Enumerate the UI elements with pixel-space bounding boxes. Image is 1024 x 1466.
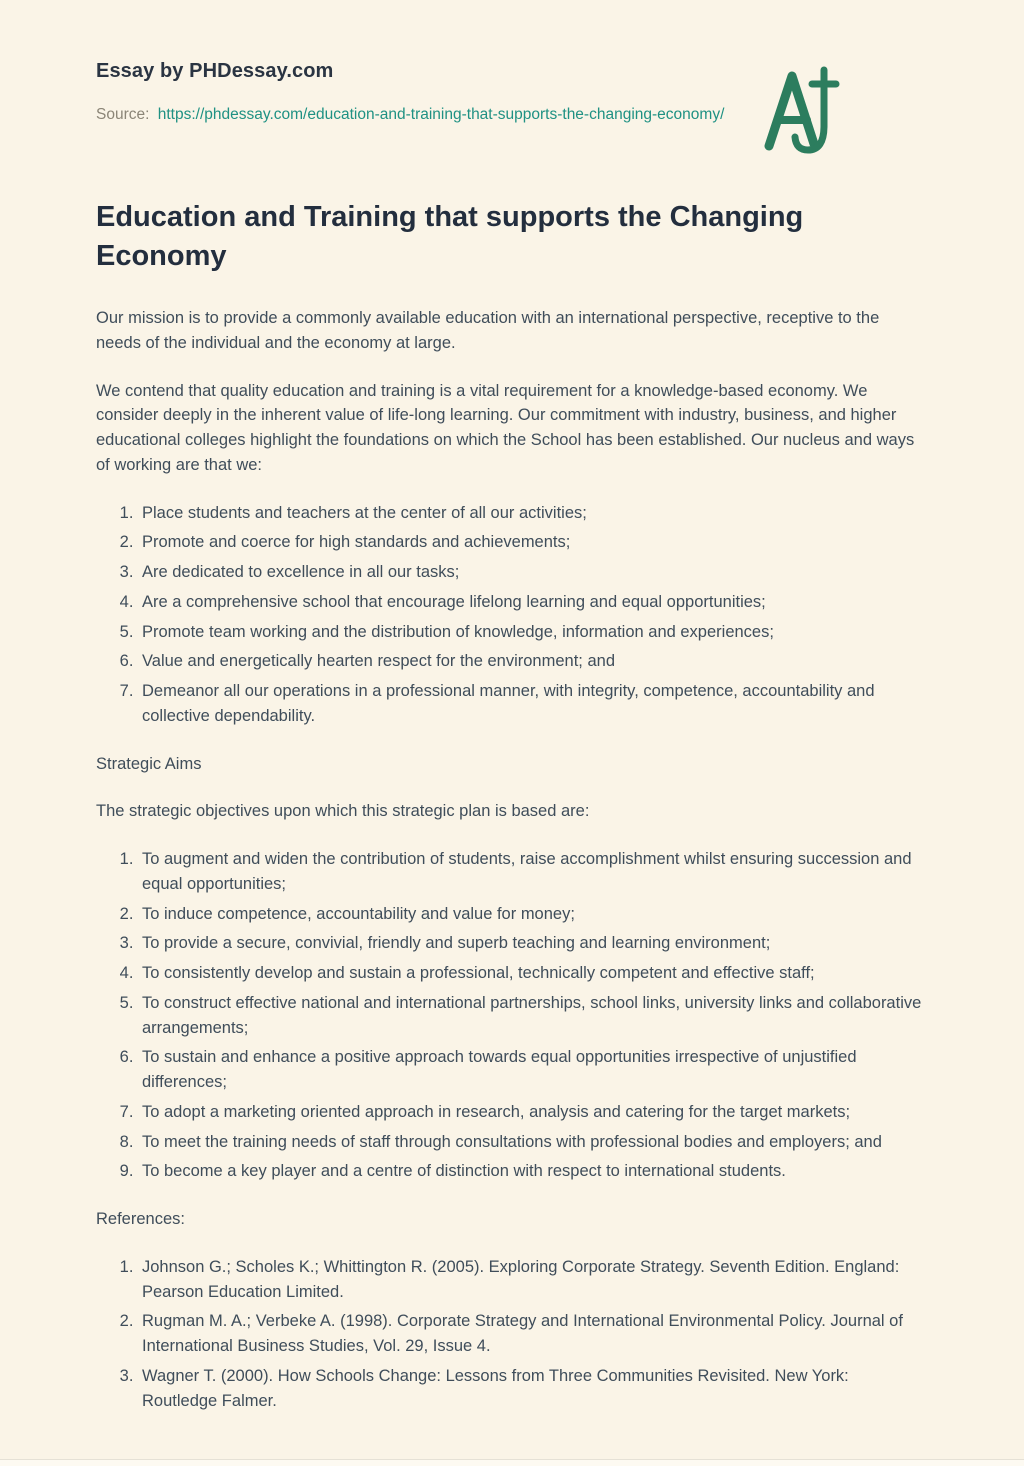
essay-body [96,306,928,1413]
strategic-aims-heading: Strategic Aims [96,754,202,773]
list-item: 2. To induce competence, accountability and value for money; [138,902,928,927]
essay-byline: Essay by PHDessay.com [96,60,334,82]
list-item: 6. To sustain and enhance a positive approach towards equal opportunities irrespective of unjustified differences; [138,1045,928,1095]
references-list [96,1255,928,1414]
source-label: Source: [96,106,150,123]
list-item: 3. Are dedicated to excellence in all our tasks; [138,560,928,585]
page-title: Education and Training that supports the Changing Economy [96,200,804,272]
intro-paragraph: Our mission is to provide a commonly available education with an international perspective, receptive to the needs of the individual and the economy at large. [96,309,880,352]
list-item: 4. To consistently develop and sustain a professional, technically competent and effective staff; [138,961,928,986]
list-item: 1. Johnson G.; Scholes K.; Whittington R. (2005). Exploring Corporate Strategy. Seventh Edition. England: Pearson Education Limited. [138,1255,928,1305]
document-header [96,60,928,128]
list-item: 6. Value and energetically hearten respect for the environment; and [138,649,928,674]
strategic-aims-intro: The strategic objectives upon which this strategic plan is based are: [96,802,590,821]
list-item: 3. Wagner T. (2000). How Schools Change: Lessons from Three Communities Revisited. New York: Routledge Falmer. [138,1364,928,1414]
list-item: 7. To adopt a marketing oriented approach in research, analysis and catering for the target markets; [138,1100,928,1125]
list-item: 3. To provide a secure, convivial, friendly and superb teaching and learning environment; [138,931,928,956]
list-item: 7. Demeanor all our operations in a professional manner, with integrity, competence, accountability and collective dependability. [138,679,928,729]
source-url-link[interactable]: https://phdessay.com/education-and-training-that-supports-the-changing-economy/ [157,106,725,123]
list-item: 8. To meet the training needs of staff through consultations with professional bodies and employers; and [138,1130,928,1155]
source-line [96,103,736,128]
list-item: 1. Place students and teachers at the center of all our activities; [138,501,928,526]
page-bottom-divider [0,1459,1024,1466]
list-item: 1. To augment and widen the contribution of students, raise accomplishment whilst ensuring succession and equal opportunities; [138,847,928,897]
list-item: 2. Promote and coerce for high standards and achievements; [138,530,928,555]
core-values-list [96,501,928,729]
references-heading: References: [96,1210,185,1229]
mission-paragraph: We contend that quality education and training is a vital requirement for a knowledge-based economy. We consider deeply in the inherent value of life-long learning. Our commitment with industry, business, and higher educational colleges highlight the foundations on which the School has been established. Our nucleus and ways of working are that we: [96,381,915,474]
list-item: 5. Promote team working and the distribution of knowledge, information and experiences; [138,620,928,645]
list-item: 2. Rugman M. A.; Verbeke A. (1998). Corporate Strategy and International Environmental Policy. Journal of International Business Studies, Vol. 29, Issue 4. [138,1309,928,1359]
list-item: 9. To become a key player and a centre of distinction with respect to international students. [138,1159,928,1184]
list-item: 4. Are a comprehensive school that encourage lifelong learning and equal opportunities; [138,590,928,615]
list-item: 5. To construct effective national and international partnerships, school links, university links and collaborative arrangements; [138,991,928,1041]
phdessay-logo-icon [762,62,840,162]
strategic-objectives-list [96,847,928,1184]
